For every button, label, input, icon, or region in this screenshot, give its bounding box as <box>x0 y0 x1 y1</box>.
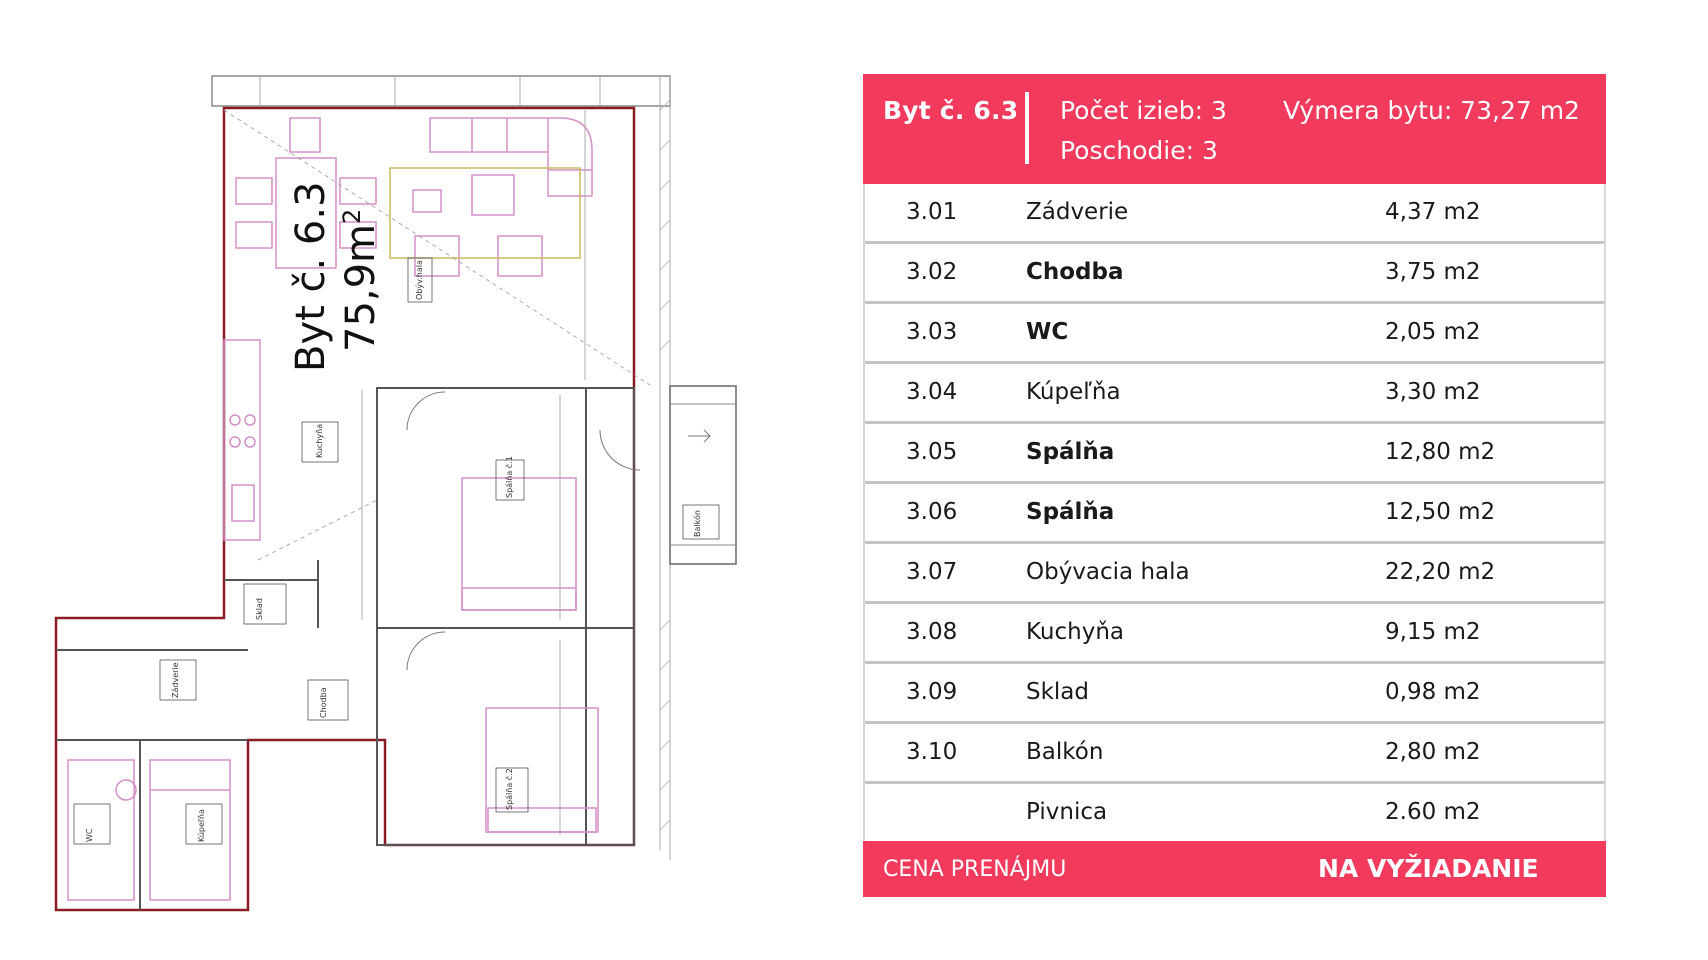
room-size: 2.60 m2 <box>1385 799 1481 825</box>
room-name: Pivnica <box>1026 799 1108 825</box>
table-row <box>865 664 1604 724</box>
room-count: Počet izieb: 3 <box>1060 96 1227 125</box>
room-size: 0,98 m2 <box>1385 679 1481 705</box>
table-row <box>865 244 1604 304</box>
room-tag-3-04: Chodba <box>319 687 328 718</box>
table-row <box>865 724 1604 784</box>
right-wall-hatch <box>660 100 670 830</box>
apartment-info-panel <box>863 74 1606 897</box>
room-name: Obývacia hala <box>1026 559 1190 585</box>
apartment-area: Výmera bytu: 73,27 m2 <box>1283 96 1580 125</box>
price-label: CENA PRENÁJMU <box>883 857 1067 882</box>
room-size: 3,30 m2 <box>1385 379 1481 405</box>
room-size: 12,80 m2 <box>1385 439 1496 465</box>
room-tag-3-01: Zádverie <box>171 662 180 698</box>
balcony-arrow <box>688 430 710 442</box>
room-code: 3.05 <box>906 439 958 465</box>
table-row <box>865 184 1604 244</box>
room-tag-3-05: Spálňa č.2 <box>505 768 514 810</box>
room-code: 3.02 <box>906 259 958 285</box>
room-tag-3-03: WC <box>85 828 94 842</box>
room-tag-3-09: Sklad <box>255 598 264 620</box>
table-row <box>865 784 1604 841</box>
room-size: 4,37 m2 <box>1385 199 1481 225</box>
room-size: 2,80 m2 <box>1385 739 1481 765</box>
room-code: 3.06 <box>906 499 958 525</box>
room-tag-3-10: Balkón <box>693 510 702 537</box>
outer-wall-top <box>212 76 670 106</box>
rooms-table <box>863 184 1606 841</box>
room-code: 3.04 <box>906 379 958 405</box>
room-name: Zádverie <box>1026 199 1129 225</box>
room-size: 3,75 m2 <box>1385 259 1481 285</box>
plan-apartment-area: $75,9m^2$ <box>338 208 384 352</box>
table-row <box>865 424 1604 484</box>
room-code: 3.09 <box>906 679 958 705</box>
room-tag-3-07: Obýv.hala <box>415 260 424 300</box>
apartment-number: Byt č. 6.3 <box>883 96 1019 125</box>
table-row <box>865 544 1604 604</box>
panel-header <box>863 74 1606 184</box>
room-code: 3.08 <box>906 619 958 645</box>
room-tag-3-08: Kuchyňa <box>315 423 324 458</box>
room-tag-3-02: Kúpeľňa <box>197 809 206 842</box>
room-name: Kúpeľňa <box>1026 379 1121 405</box>
room-size: 22,20 m2 <box>1385 559 1496 585</box>
room-code: 3.01 <box>906 199 958 225</box>
room-name: Spálňa <box>1026 439 1115 465</box>
balcony-outline <box>670 386 736 564</box>
room-name: Balkón <box>1026 739 1104 765</box>
header-divider <box>1025 92 1029 164</box>
table-row <box>865 364 1604 424</box>
table-row <box>865 604 1604 664</box>
table-row <box>865 304 1604 364</box>
price-footer <box>863 841 1606 897</box>
room-code: 3.07 <box>906 559 958 585</box>
room-name: Kuchyňa <box>1026 619 1125 645</box>
room-size: 2,05 m2 <box>1385 319 1481 345</box>
room-tag-3-06: Spálňa č.1 <box>505 456 514 498</box>
room-name: Sklad <box>1026 679 1090 705</box>
floor-number: Poschodie: 3 <box>1060 136 1218 165</box>
room-code: 3.03 <box>906 319 958 345</box>
price-value: NA VYŽIADANIE <box>1318 854 1539 883</box>
room-name: Chodba <box>1026 259 1124 285</box>
plan-apartment-title: Byt č. 6.3 <box>288 181 334 372</box>
room-size: 12,50 m2 <box>1385 499 1496 525</box>
room-size: 9,15 m2 <box>1385 619 1481 645</box>
room-name: WC <box>1026 319 1069 345</box>
table-row <box>865 484 1604 544</box>
room-name: Spálňa <box>1026 499 1115 525</box>
room-tags <box>74 258 719 844</box>
room-code: 3.10 <box>906 739 958 765</box>
